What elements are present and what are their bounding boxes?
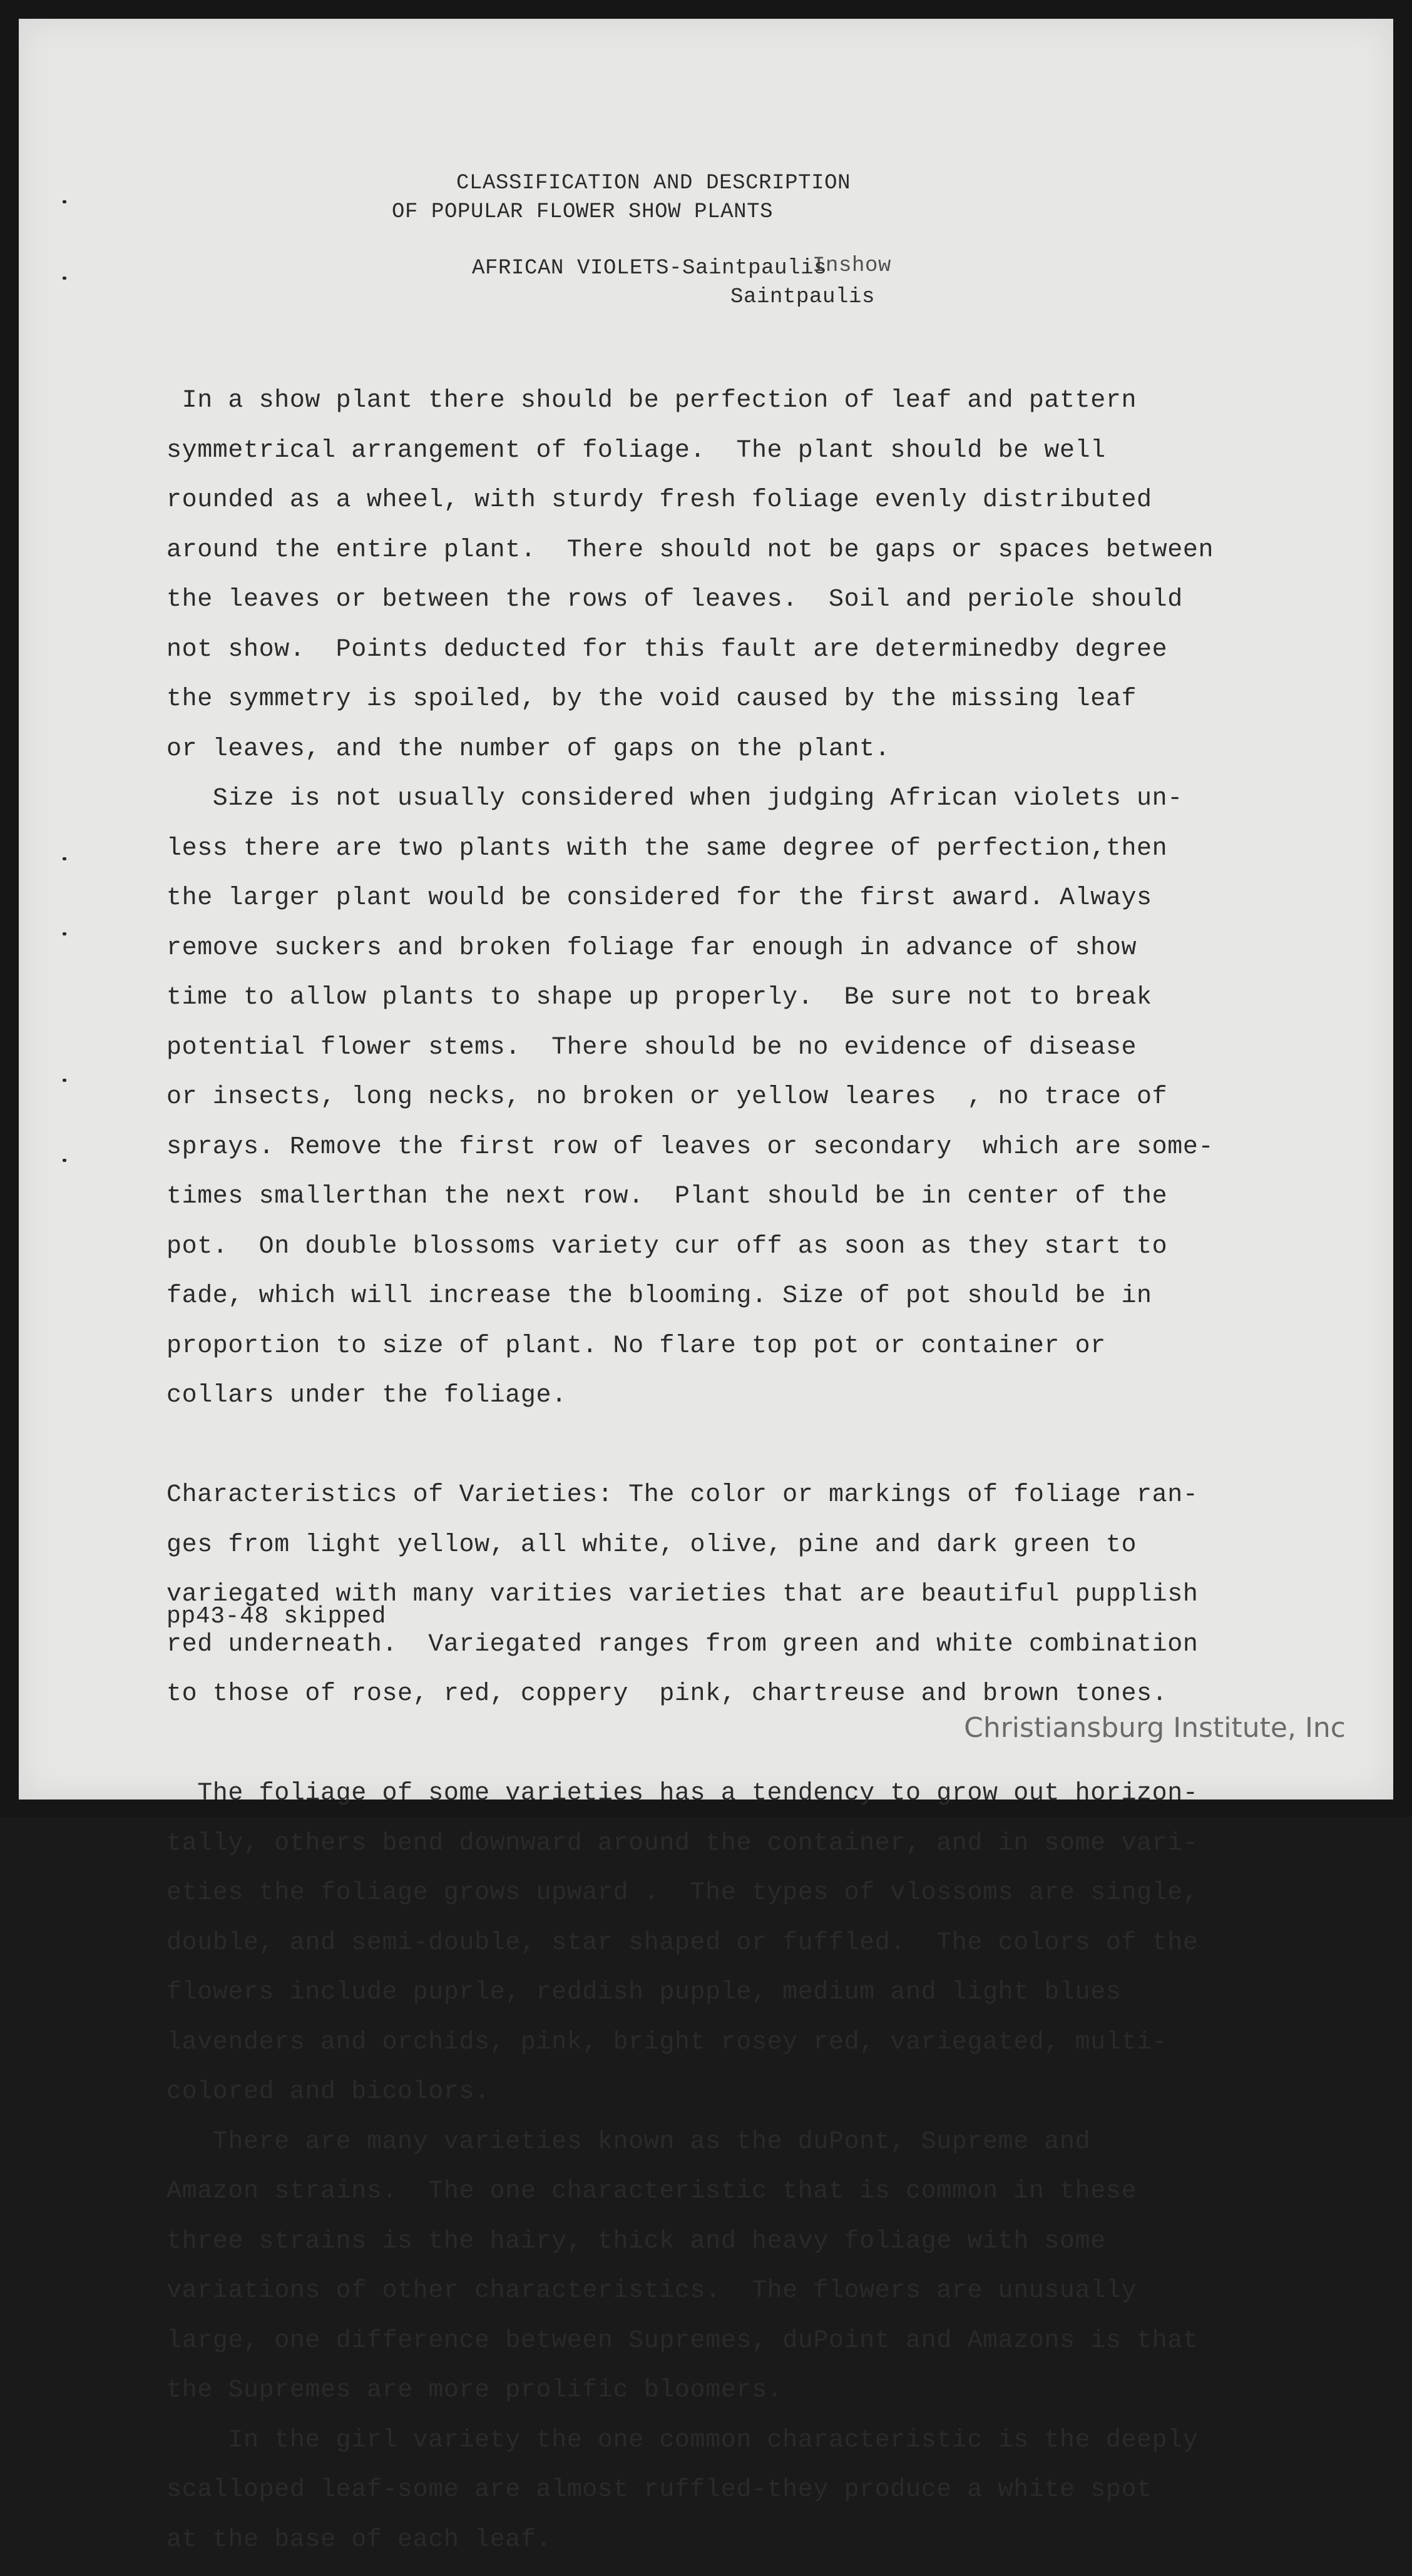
body-line: sprays. Remove the first row of leaves or secondary which are some- (166, 1133, 1214, 1161)
body-line: collars under the foliage. (166, 1382, 567, 1410)
body-line: large, one difference between Supremes, duPoint and Amazons is that (166, 2326, 1199, 2355)
body-line: Amazon strains. The one characteristic that is common in these (166, 2177, 1137, 2206)
document-subtitle-line-2: Saintpaulis (730, 285, 876, 309)
document-title-line-2: OF POPULAR FLOWER SHOW PLANTS (392, 200, 774, 224)
body-line: Size is not usually considered when judging African violets un- (166, 785, 1183, 813)
body-line: fade, which will increase the blooming. Size of pot should be in (166, 1282, 1152, 1310)
body-line: colored and bicolors. (166, 2078, 490, 2106)
body-line: In the girl variety the one common characteristic is the deeply (166, 2426, 1199, 2455)
body-line: red underneath. Variegated ranges from green and white combination (166, 1630, 1199, 1659)
margin-speck (63, 932, 66, 935)
body-line: at the base of each leaf. (166, 2525, 552, 2554)
body-line: potential flower stems. There should be no evidence of disease (166, 1033, 1137, 1062)
body-line: double, and semi-double, star shaped or fuffled. The colors of the (166, 1928, 1199, 1957)
body-line: variations of other characteristics. The flowers are unusually (166, 2277, 1137, 2305)
body-line: flowers include puprle, reddish pupple, medium and light blues (166, 1978, 1122, 2007)
body-line: the Supremes are more prolific bloomers. (166, 2376, 783, 2405)
body-line: There are many varieties known as the duPont, Supreme and (166, 2127, 1091, 2156)
body-line: or insects, long necks, no broken or yellow leares , no trace of (166, 1083, 1168, 1111)
margin-speck (63, 1159, 66, 1162)
body-line: the leaves or between the rows of leaves. Soil and periole should (166, 586, 1183, 614)
margin-speck (63, 857, 66, 860)
body-line: tally, others bend downward around the container, and in some vari- (166, 1829, 1199, 1858)
body-line: proportion to size of plant. No flare top pot or container or (166, 1331, 1106, 1360)
typed-page (19, 19, 1393, 2554)
body-line: variegated with many varities varieties that are beautiful pupplish (166, 1581, 1199, 1609)
document-title-line-1: CLASSIFICATION AND DESCRIPTION (456, 171, 851, 195)
body-line: pot. On double blossoms variety cur off as soon as they start to (166, 1232, 1168, 1261)
body-line: to those of rose, red, coppery pink, chartreuse and brown tones. (166, 1680, 1168, 1708)
body-line: The foliage of some varieties has a tendency to grow out horizon- (166, 1779, 1199, 1808)
body-line: rounded as a wheel, with sturdy fresh foliage evenly distributed (166, 486, 1152, 514)
margin-speck (63, 1079, 66, 1082)
archive-watermark: Christiansburg Institute, Inc (964, 1712, 1346, 1744)
body-line: less there are two plants with the same degree of perfection,then (166, 834, 1168, 863)
body-line: around the entire plant. There should not be gaps or spaces between (166, 536, 1214, 564)
document-subtitle-line-1: AFRICAN VIOLETS-Saintpaulis (472, 257, 827, 280)
margin-speck (63, 200, 66, 203)
body-line: remove suckers and broken foliage far enough in advance of show (166, 934, 1137, 962)
body-line: the larger plant would be considered for the first award. Always (166, 884, 1152, 912)
body-line: three strains is the hairy, thick and heavy foliage with some (166, 2227, 1106, 2256)
body-line: ges from light yellow, all white, olive, pine and dark green to (166, 1530, 1137, 1559)
body-line: or leaves, and the number of gaps on the plant. (166, 735, 891, 763)
body-line: times smallerthan the next row. Plant should be in center of the (166, 1183, 1168, 1211)
body-line: the symmetry is spoiled, by the void caused by the missing leaf (166, 685, 1137, 713)
body-line: time to allow plants to shape up properly. Be sure not to break (166, 984, 1152, 1012)
body-line: Characteristics of Varieties: The color or markings of foliage ran- (166, 1481, 1199, 1509)
body-line: In a show plant there should be perfection of leaf and pattern (166, 387, 1137, 415)
body-line: not show. Points deducted for this fault are determinedby degree (166, 635, 1168, 664)
subtitle-overstrike: Inshow (812, 254, 892, 278)
body-line: eties the foliage grows upward . The types of vlossoms are single, (166, 1879, 1199, 1907)
pages-skipped-note: pp43-48 skipped (166, 1603, 387, 1630)
margin-speck (63, 277, 66, 280)
body-line: lavenders and orchids, pink, bright rosey red, variegated, multi- (166, 2028, 1168, 2057)
body-line: symmetrical arrangement of foliage. The plant should be well (166, 436, 1106, 465)
body-line: scalloped leaf-some are almost ruffled-they produce a white spot (166, 2476, 1152, 2504)
body-line (166, 1432, 1214, 1460)
